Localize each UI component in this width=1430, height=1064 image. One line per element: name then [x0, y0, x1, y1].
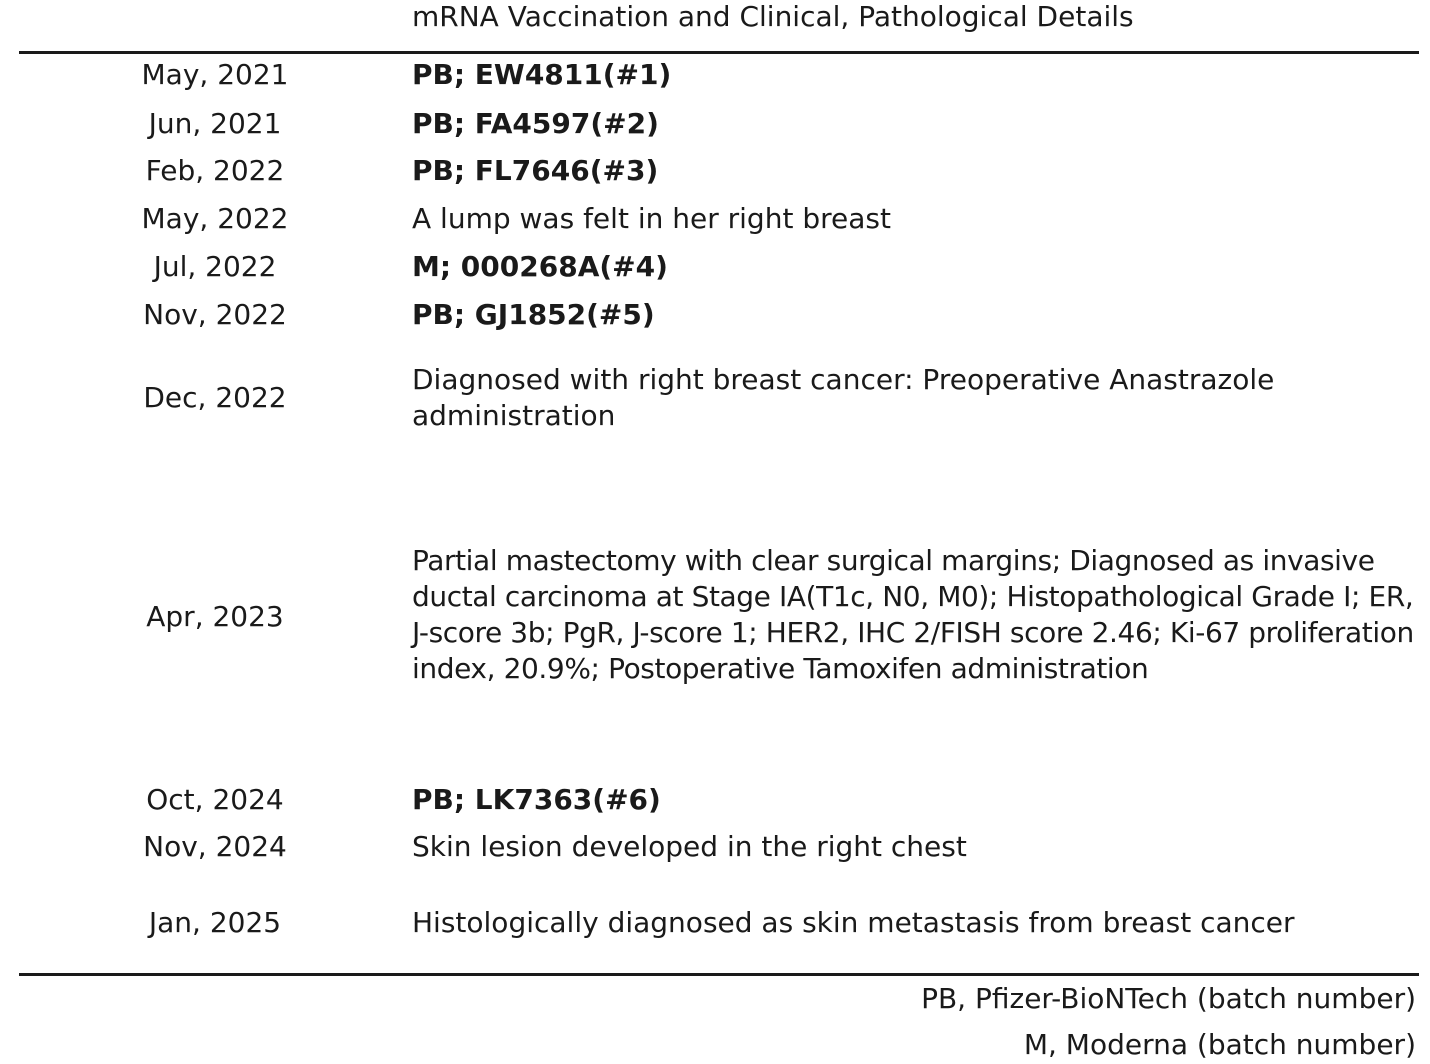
top-rule	[19, 51, 1419, 54]
row-date: May, 2021	[141, 58, 289, 91]
row-detail-vaccination: M; 000268A(#4)	[412, 250, 668, 283]
row-date: Nov, 2024	[143, 830, 287, 863]
bottom-rule	[19, 973, 1419, 976]
row-detail-pathology: Partial mastectomy with clear surgical margins; Diagnosed as invasive ductal carcinoma at Stage IA(T1c, N0, M0); Histopathological Grade I; ER, J-score 3b; PgR, J-score 1; HER2, IHC 2/FISH score 2.46; Ki-67 proliferation index, 20.9%; Postoperative Tamoxifen administration	[412, 544, 1414, 685]
row-date: Apr, 2023	[146, 600, 284, 633]
table-header-title: mRNA Vaccination and Clinical, Pathological Details	[412, 0, 1134, 33]
row-detail-vaccination: PB; EW4811(#1)	[412, 58, 672, 91]
footnote-moderna: M, Moderna (batch number)	[1023, 1028, 1416, 1061]
row-date: Jan, 2025	[148, 906, 282, 939]
row-detail-vaccination: PB; FL7646(#3)	[412, 154, 659, 187]
row-date: Dec, 2022	[143, 381, 287, 414]
row-detail-vaccination: PB; LK7363(#6)	[412, 783, 661, 816]
footnote-pfizer: PB, Pfizer-BioNTech (batch number)	[921, 982, 1416, 1015]
row-date: Jul, 2022	[153, 250, 277, 283]
row-detail-vaccination: PB; FA4597(#2)	[412, 107, 659, 140]
row-date: Nov, 2022	[143, 298, 287, 331]
row-date: Feb, 2022	[145, 154, 285, 187]
row-detail-clinical: Diagnosed with right breast cancer: Preoperative Anastrazole administration	[412, 363, 1275, 432]
row-detail-clinical: A lump was felt in her right breast	[412, 202, 891, 235]
row-date: May, 2022	[141, 202, 289, 235]
row-detail-clinical: Skin lesion developed in the right chest	[412, 830, 967, 863]
row-date: Jun, 2021	[148, 107, 282, 140]
row-detail-clinical: Histologically diagnosed as skin metastasis from breast cancer	[412, 906, 1295, 939]
row-detail-vaccination: PB; GJ1852(#5)	[412, 298, 655, 331]
row-date: Oct, 2024	[146, 783, 284, 816]
